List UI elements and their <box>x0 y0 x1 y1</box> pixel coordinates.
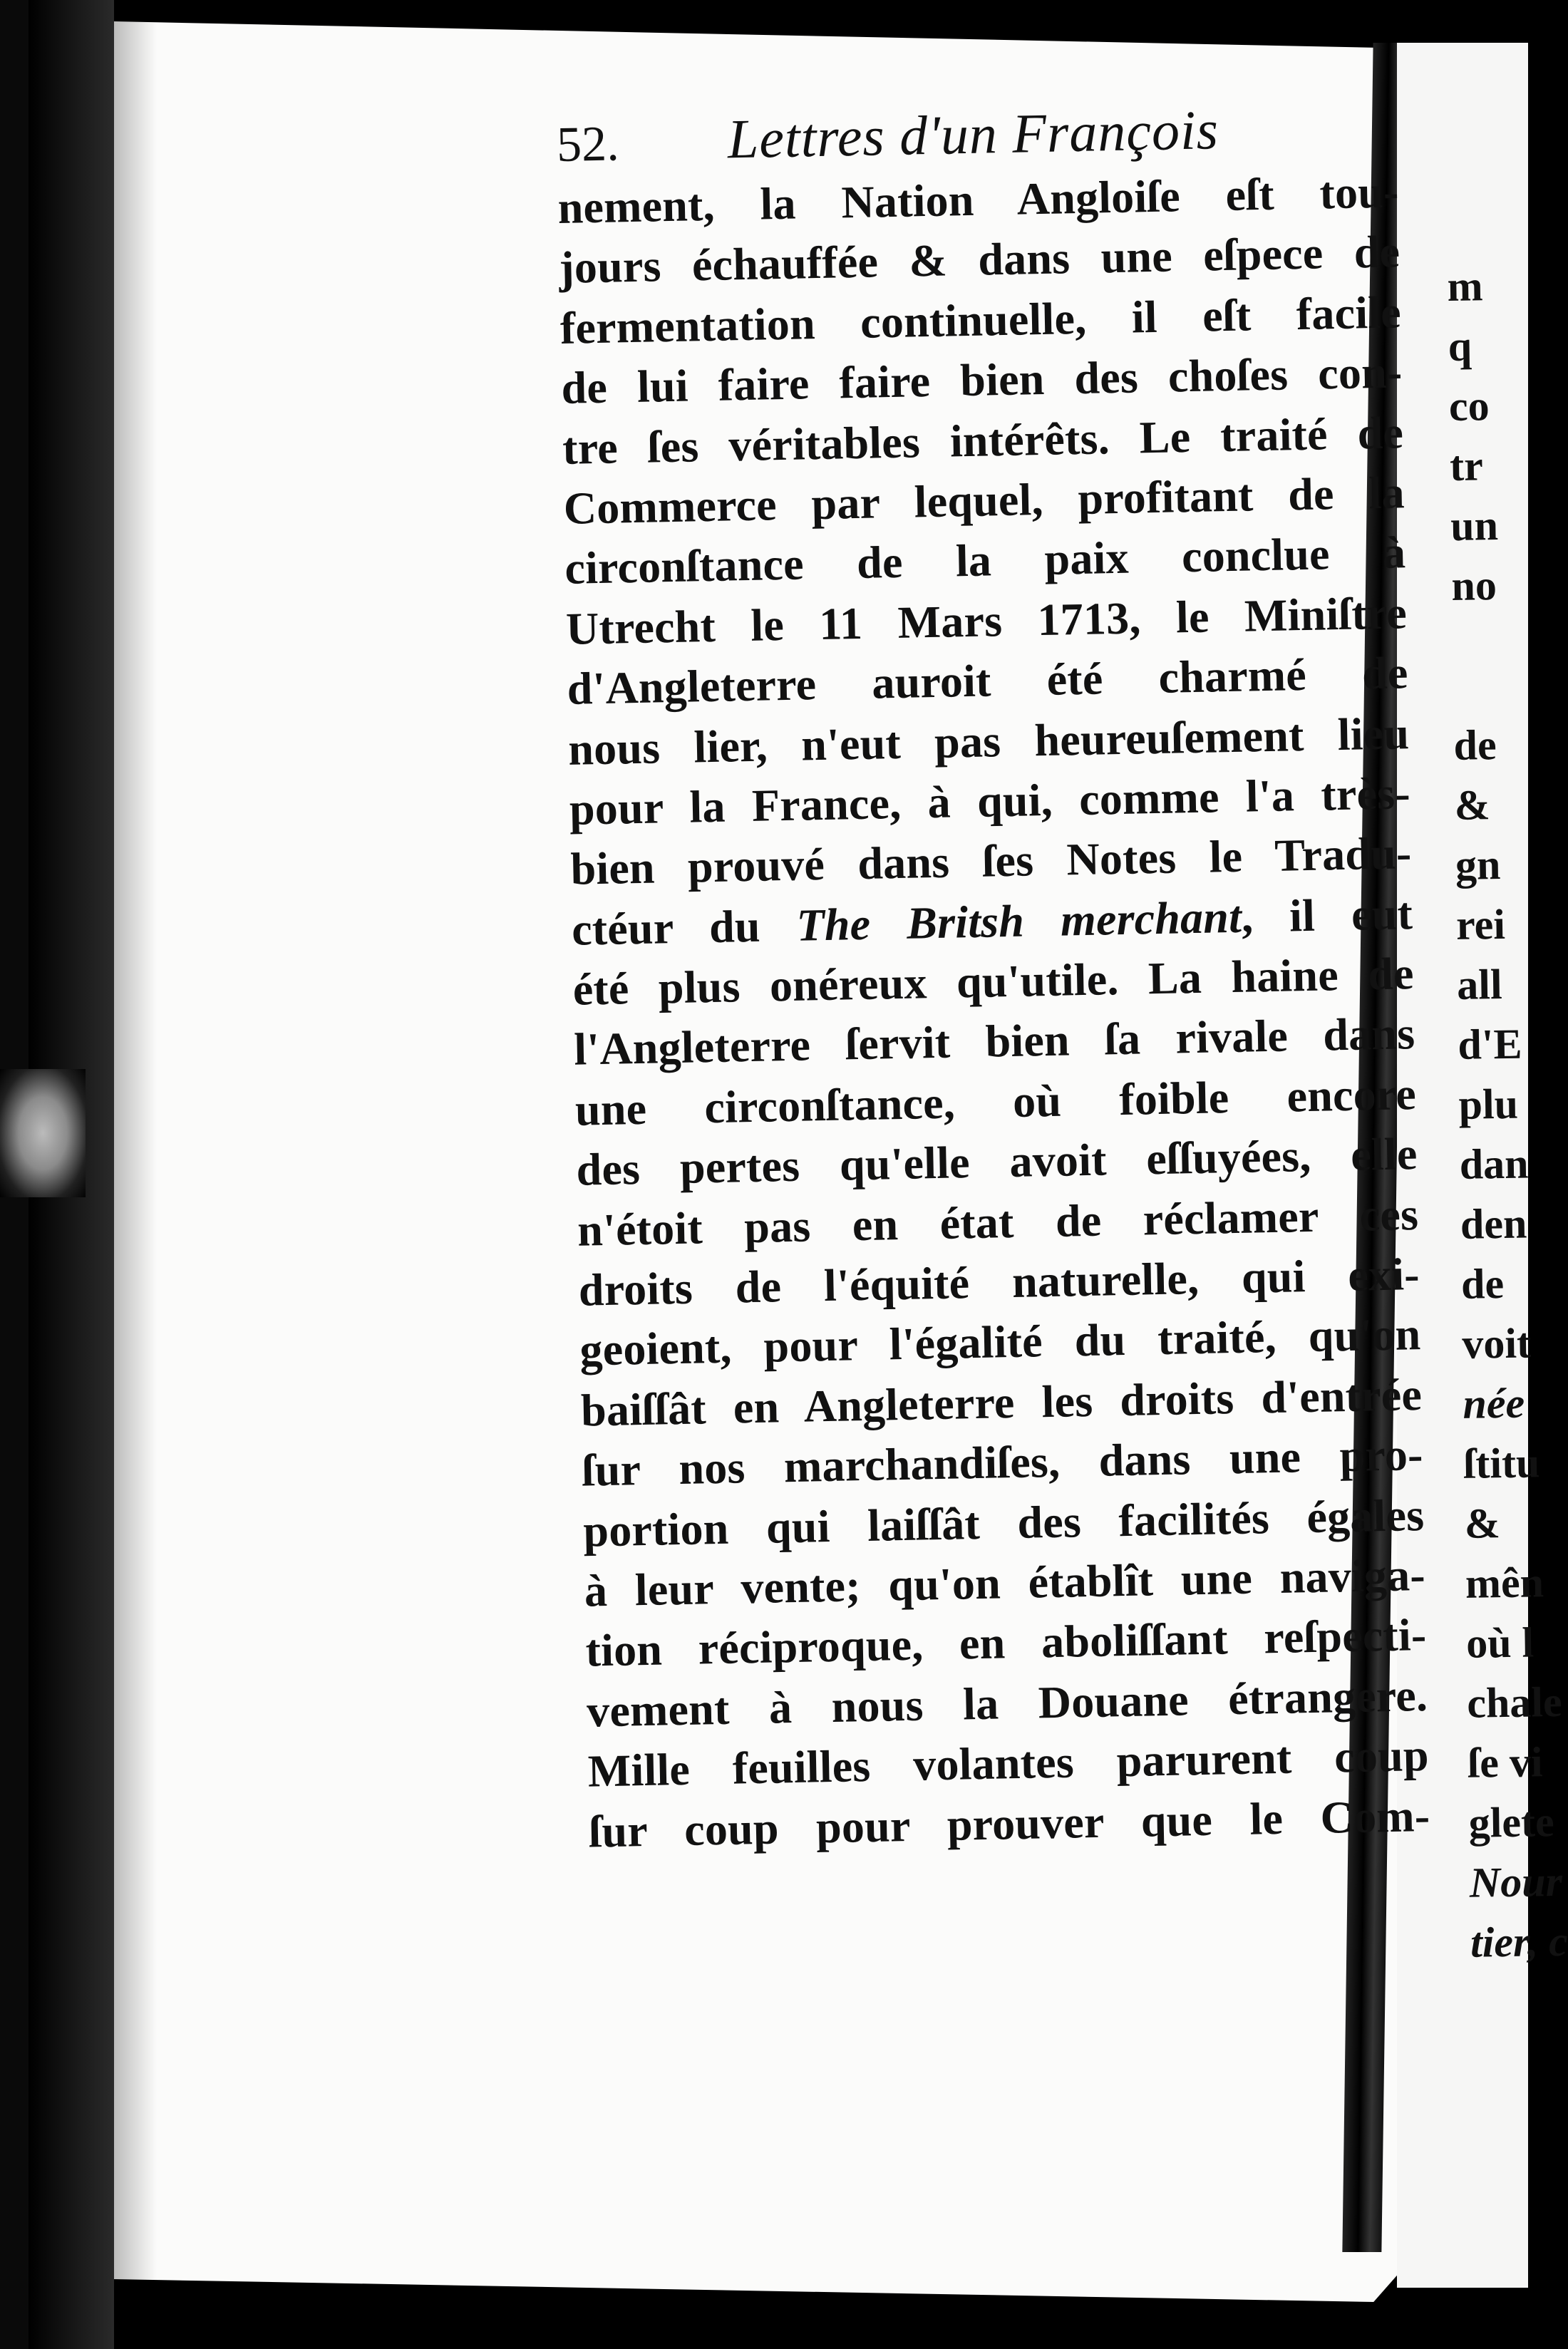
fragment-line: q <box>1448 322 1472 370</box>
fragment-line: tr <box>1449 442 1484 490</box>
fragment-line: de <box>1453 721 1497 769</box>
text-line: nement, la Nation Angloiſe eſt tou- <box>557 166 1400 233</box>
text-line: ſur coup pour prouver que le Com- <box>588 1790 1430 1857</box>
text-line: de lui faire faire bien des choſes con- <box>560 346 1403 414</box>
paper-stain <box>0 1069 86 1197</box>
text-line: baiſſât en Angleterre les droits d'entrée <box>580 1368 1423 1436</box>
fragment-line: ſtitu <box>1463 1439 1540 1487</box>
fragment-line: den <box>1460 1199 1527 1248</box>
text-line: portion qui laiſſât des facilités égales <box>582 1489 1425 1556</box>
fragment-line: voit <box>1461 1319 1532 1368</box>
page-edge-shadow <box>114 21 157 2302</box>
text-line: vement à nous la Douane étrangere. <box>586 1669 1428 1737</box>
text-line: bien prouvé dans ſes Notes le Tradu- <box>569 827 1413 895</box>
page-number: 52. <box>556 116 620 172</box>
page-text-block <box>556 91 1430 1862</box>
fragment-line: de <box>1460 1260 1505 1308</box>
fragment-line: un <box>1450 502 1499 549</box>
fragment-line: où l <box>1465 1619 1535 1667</box>
fragment-line: glete <box>1468 1798 1555 1847</box>
text-line: tion réciproque, en aboliſſant reſpecti- <box>584 1609 1428 1676</box>
fragment-line: no <box>1450 562 1497 609</box>
text-line: fermentation continuelle, il eſt facile <box>559 286 1402 353</box>
text-line: Mille feuilles volantes parurent coup <box>587 1730 1430 1797</box>
text-fragment: , il eut <box>1241 887 1413 942</box>
text-line: n'étoit pas en état de réclamer ces <box>577 1188 1419 1256</box>
running-head-title: Lettres d'un François <box>727 98 1219 170</box>
fragment-line: co <box>1448 382 1490 430</box>
fragment-line: d'E <box>1457 1020 1522 1068</box>
text-line: tre ſes véritables intérêts. Le traité de <box>562 406 1404 474</box>
fragment-line: chale <box>1466 1678 1563 1727</box>
fragment-line: dan <box>1459 1140 1529 1188</box>
fragment-line: all <box>1456 961 1503 1008</box>
fragment-line: née <box>1463 1379 1525 1428</box>
text-line: geoient, pour l'égalité du traité, qu'on <box>579 1308 1421 1376</box>
text-line: d'Angleterre auroit été charmé de <box>566 647 1409 714</box>
fragment-line: Nour <box>1469 1857 1563 1906</box>
fragment-line: plu <box>1458 1080 1519 1128</box>
text-line: une circonſtance, où foible encore <box>574 1068 1417 1135</box>
fragment-line: m <box>1447 262 1484 310</box>
text-line: des pertes qu'elle avoit eſſuyées, elle <box>575 1128 1418 1195</box>
fragment-line: gn <box>1455 841 1501 889</box>
fragment-line: & <box>1454 781 1491 829</box>
fragment-gap <box>1452 614 1535 716</box>
text-line: nous lier, n'eut pas heureuſement lieu <box>567 707 1410 775</box>
text-line: pour la France, à qui, comme l'a très- <box>569 768 1411 835</box>
text-line: circonſtance de la paix conclue à <box>564 527 1406 594</box>
text-line: droits de l'équité naturelle, qui exi- <box>578 1249 1420 1316</box>
text-line: Utrecht le 11 Mars 1713, le Miniſtre <box>565 587 1408 654</box>
text-line: jours échauffée & dans une eſpece de <box>558 226 1401 294</box>
fragment-line: & <box>1464 1499 1501 1547</box>
text-line: à leur vente; qu'on établît une naviga- <box>584 1549 1426 1616</box>
text-fragment: ctéur du <box>571 900 761 955</box>
text-line: Commerce par lequel, profitant de la <box>563 467 1405 534</box>
text-line: l'Angleterre ſervit bien ſa rivale dans <box>573 1008 1415 1075</box>
fragment-line: mên <box>1465 1559 1544 1607</box>
fragment-line: rei <box>1455 900 1506 949</box>
fragment-line: ſe vi <box>1468 1738 1543 1787</box>
text-line: ſur nos marchandiſes, dans une pro- <box>582 1429 1424 1496</box>
italic-book-title: The Britsh merchant <box>795 891 1242 951</box>
fragment-line: tier, c <box>1470 1917 1568 1966</box>
text-line: été plus onéreux qu'utile. La haine de <box>572 948 1415 1015</box>
